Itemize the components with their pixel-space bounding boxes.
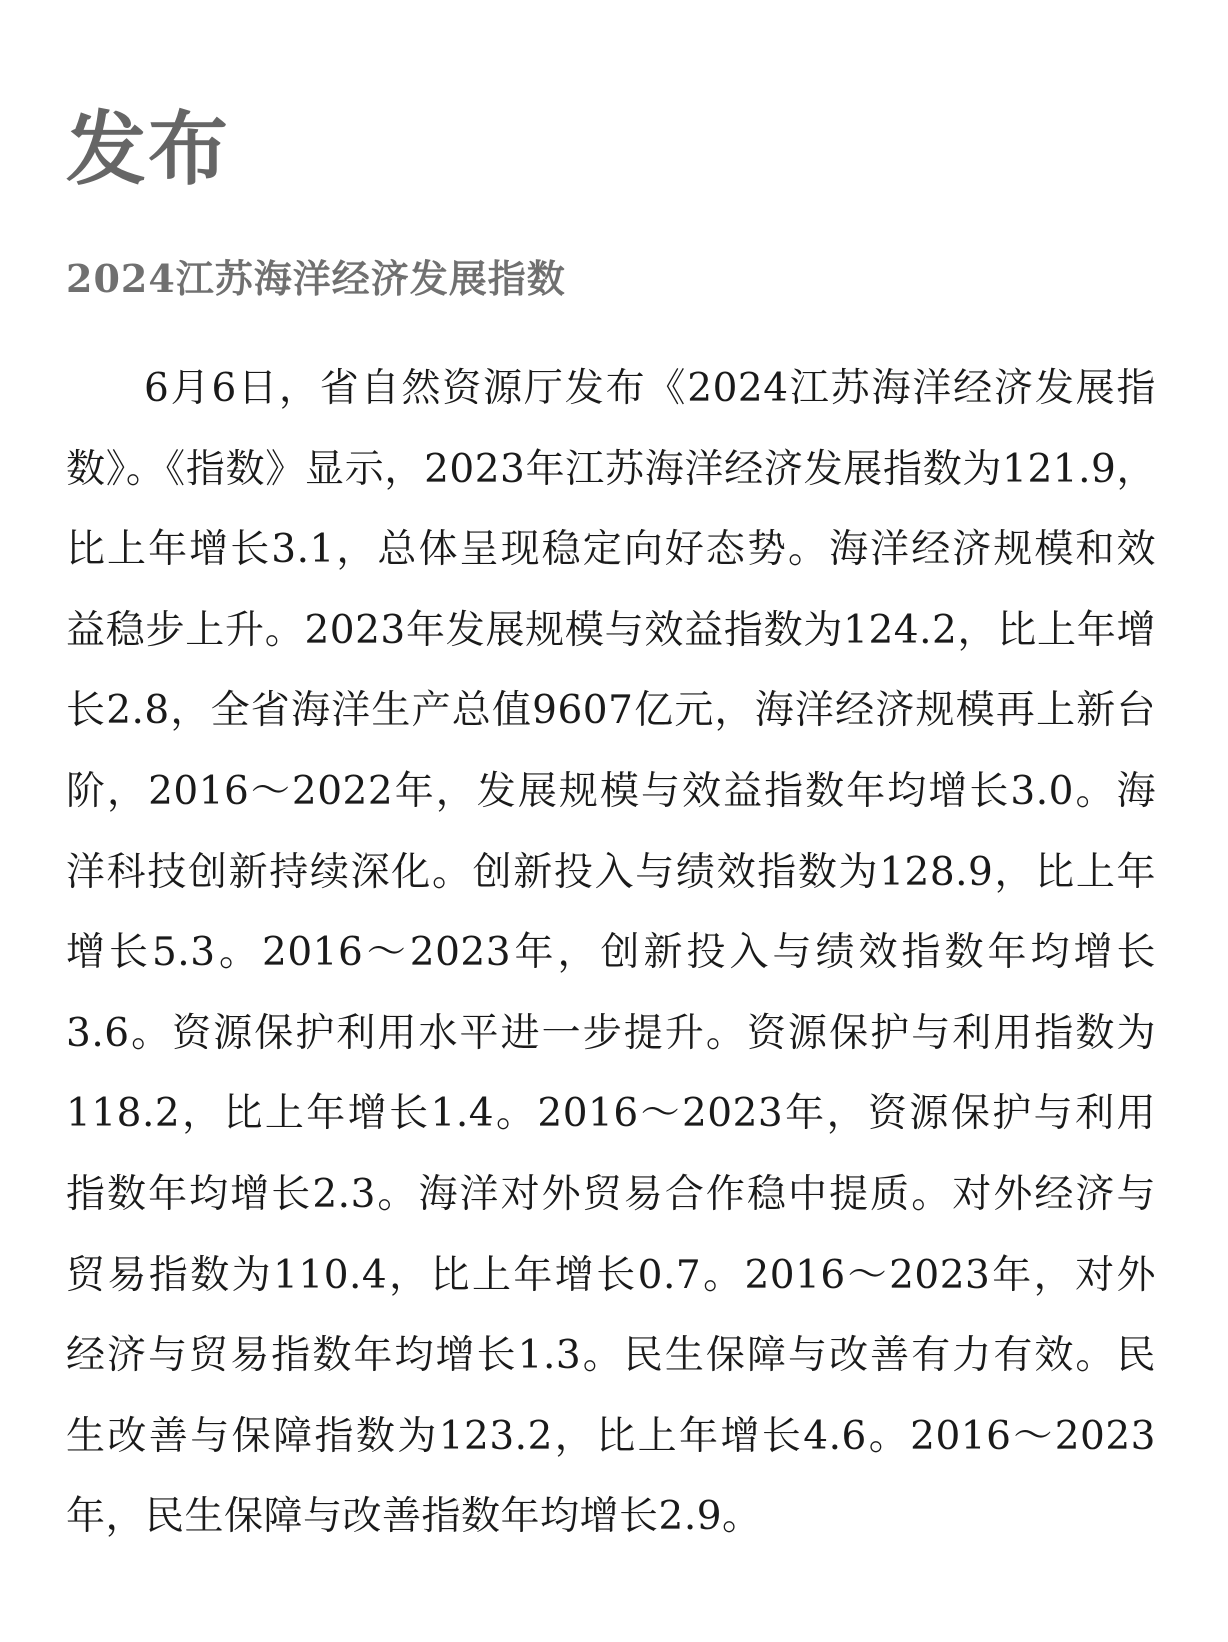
section-title: 发布 — [66, 103, 230, 196]
article-title: 2024江苏海洋经济发展指数 — [66, 256, 566, 301]
article-body: 6月6日，省自然资源厅发布《2024江苏海洋经济发展指数》。《指数》显示，2023年江苏海洋经济发展指数为121.9，比上年增长3.1，总体呈现稳定向好态势。海洋经济规模和效益稳步上升。2023年发展规模与效益指数为124.2，比上年增长2.8，全省海洋生产总值9607亿元，海洋经济规模再上新台阶，2016～2022年，发展规模与效益指数年均增长3.0。海洋科技创新持续深化。创新投入与绩效指数为128.9，比上年增长5.3。2016～2023年，创新投入与绩效指数年均增长3.6。资源保护利用水平进一步提升。资源保护与利用指数为118.2，比上年增长1.4。2016～2023年，资源保护与利用指数年均增长2.3。海洋对外贸易合作稳中提质。对外经济与贸易指数为110.4，比上年增长0.7。2016～2023年，对外经济与贸易指数年均增长1.3。民生保障与改善有力有效。民生改善与保障指数为123.2，比上年增长4.6。2016～2023年，民生保障与改善指数年均增长2.9。 — [66, 366, 1156, 1540]
